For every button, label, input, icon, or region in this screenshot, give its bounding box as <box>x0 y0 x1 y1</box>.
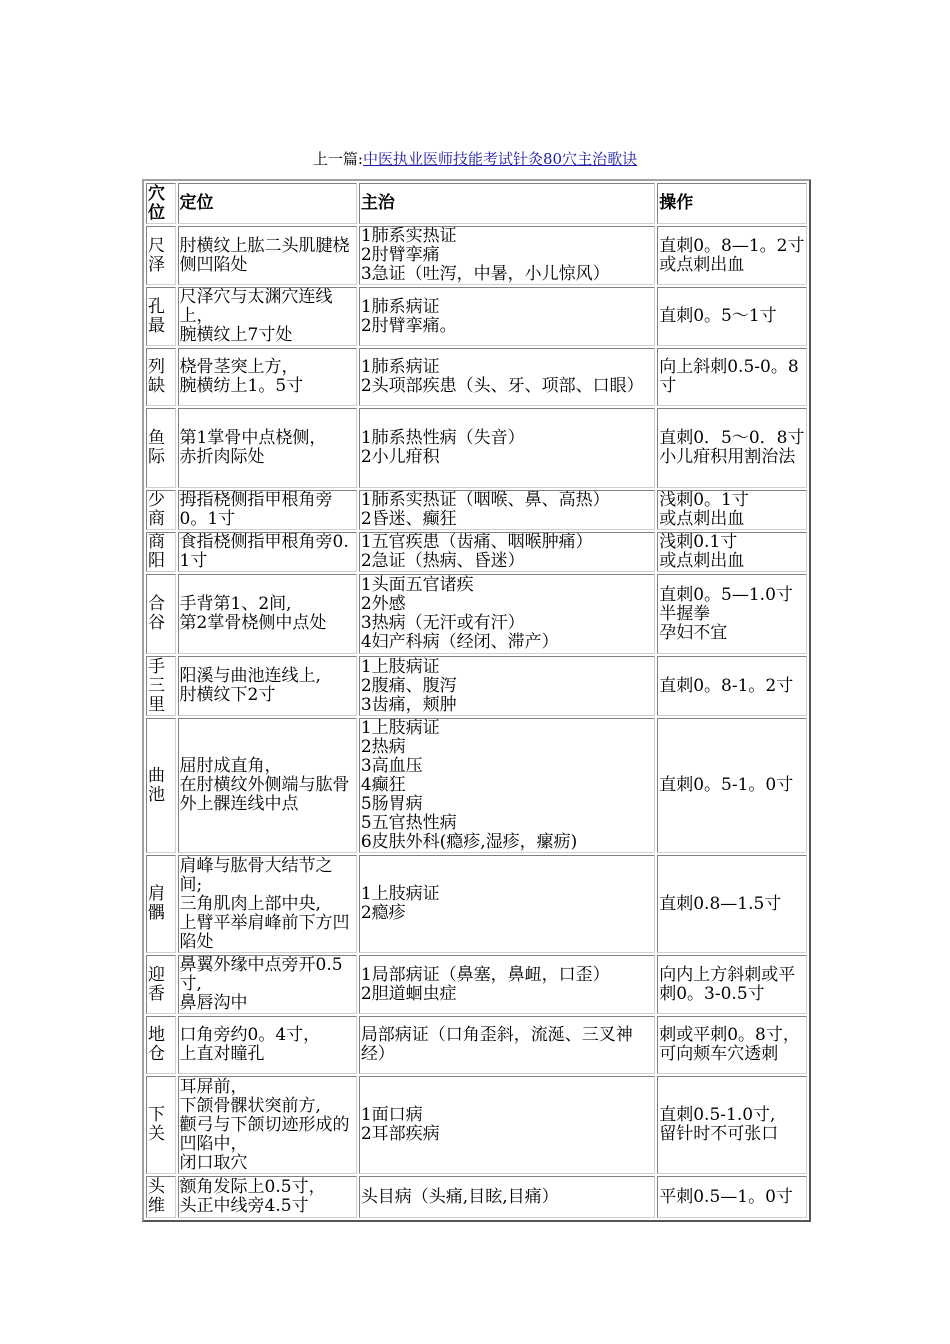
indications-line: 2腹痛、腹泻 <box>360 675 457 696</box>
operation-line: 直刺0.8—1.5寸 <box>659 893 782 914</box>
indications-line: 1面口病 <box>360 1105 423 1125</box>
table-row <box>146 1076 807 1174</box>
indications-line: 1上肢病证 <box>360 656 440 677</box>
location-line: 腕横纹上7寸处 <box>179 325 293 345</box>
location-line: 三角肌肉上部中央, <box>179 893 321 914</box>
operation-cell <box>657 1076 807 1174</box>
point-cell: 地仓 <box>146 1016 176 1074</box>
indications-line: 1局部病证（鼻塞，鼻衄，口歪） <box>360 964 610 985</box>
previous-label: 上一篇: <box>312 150 363 168</box>
header-point: 穴位 <box>146 183 176 224</box>
operation-cell <box>657 408 807 488</box>
operation-cell <box>657 656 807 716</box>
operation-cell <box>657 287 807 346</box>
location-line: 食指桡侧指甲根角旁0.1寸 <box>179 532 349 571</box>
acupoint-table-frame <box>142 179 811 1222</box>
location-line: 第1掌骨中点桡侧， <box>179 428 327 448</box>
table-body <box>146 226 807 1218</box>
location-line: 拇指桡侧指甲根角旁0。1寸 <box>179 490 333 529</box>
indications-cell <box>359 656 655 716</box>
table-row <box>146 718 807 853</box>
location-cell <box>178 287 357 346</box>
indications-line: 1肺系热性病（失音） <box>360 428 525 448</box>
point-cell: 合谷 <box>146 574 176 654</box>
indications-line: 局部病证（口角歪斜，流涎、三叉神经） <box>360 1025 633 1064</box>
indications-line: 1肺系病证 <box>360 296 440 317</box>
indications-cell <box>359 1016 655 1074</box>
indications-line: 2肘臂挛痛。 <box>360 315 457 336</box>
operation-line: 直刺0。8—1。2寸 <box>659 235 805 256</box>
operation-line: 直刺0。5～1寸 <box>659 306 777 326</box>
indications-line: 4癫狂 <box>360 775 406 795</box>
previous-article <box>0 150 950 168</box>
indications-line: 6皮肤外科(瘾疹,湿疹，瘰疬) <box>360 832 578 852</box>
table-row <box>146 1176 807 1218</box>
table-row <box>146 348 807 406</box>
location-line: 额角发际上0.5寸， <box>179 1177 326 1197</box>
indications-line: 2瘾疹 <box>360 903 406 923</box>
indications-line: 1上肢病证 <box>360 718 440 738</box>
location-line: 上直对瞳孔 <box>179 1044 265 1064</box>
location-cell <box>178 656 357 716</box>
location-cell <box>178 718 357 853</box>
indications-cell <box>359 955 655 1014</box>
location-line: 尺泽穴与太渊穴连线上， <box>179 287 333 326</box>
indications-cell <box>359 226 655 285</box>
location-line: 口角旁约0。4寸， <box>179 1025 321 1045</box>
point-cell: 迎香 <box>146 955 176 1014</box>
indications-line: 3高血压 <box>360 756 423 776</box>
operation-cell <box>657 855 807 953</box>
header-indications: 主治 <box>359 183 655 224</box>
location-line: 肘横纹下2寸 <box>179 685 276 705</box>
header-operation: 操作 <box>657 183 807 224</box>
indications-line: 4妇产科病（经闭、滞产） <box>360 632 559 652</box>
indications-line: 2小儿疳积 <box>360 447 440 467</box>
operation-line: 直刺0。5-1。0寸 <box>659 775 794 795</box>
operation-cell <box>657 226 807 285</box>
indications-cell <box>359 287 655 346</box>
location-cell <box>178 1016 357 1074</box>
operation-line: 直刺0。5—1.0寸 <box>659 584 793 605</box>
indications-line: 1头面五官诸疾 <box>360 575 474 595</box>
point-cell: 下关 <box>146 1076 176 1174</box>
location-cell <box>178 1176 357 1218</box>
operation-line: 可向颊车穴透刺 <box>659 1044 779 1064</box>
table-row <box>146 532 807 572</box>
indications-cell <box>359 1176 655 1218</box>
indications-line: 1五官疾患（齿痛、咽喉肿痛） <box>360 532 593 552</box>
indications-line: 3急证（吐泻，中暑，小儿惊风） <box>360 264 610 284</box>
acupoint-table <box>144 181 809 1220</box>
indications-line: 2热病 <box>360 737 406 757</box>
indications-line: 2耳部疾病 <box>360 1124 440 1144</box>
point-cell: 列缺 <box>146 348 176 406</box>
location-cell <box>178 490 357 530</box>
location-cell <box>178 855 357 953</box>
indications-line: 1肺系病证 <box>360 357 440 377</box>
location-cell <box>178 574 357 654</box>
indications-cell <box>359 574 655 654</box>
location-line: 腕横纺上1。5寸 <box>179 376 304 396</box>
operation-line: 直刺0.5-1.0寸, <box>659 1105 776 1125</box>
point-cell: 孔最 <box>146 287 176 346</box>
indications-line: 头目病（头痛,目眩,目痛） <box>360 1186 559 1207</box>
operation-line: 或点刺出血 <box>659 254 745 275</box>
operation-line: 或点刺出血 <box>659 551 745 571</box>
operation-cell <box>657 718 807 853</box>
operation-line: 小儿疳积用割治法 <box>659 447 796 467</box>
indications-line: 2昏迷、癫狂 <box>360 509 457 529</box>
operation-cell <box>657 574 807 654</box>
location-line: 赤折肉际处 <box>179 447 265 467</box>
indications-line: 1肺系实热证 <box>360 226 457 246</box>
table-row <box>146 490 807 530</box>
indications-line: 2肘臂挛痛 <box>360 245 440 265</box>
operation-cell <box>657 348 807 406</box>
location-cell <box>178 226 357 285</box>
indications-cell <box>359 532 655 572</box>
location-line: 鼻翼外缘中点旁开0.5寸, <box>179 955 343 994</box>
table-row <box>146 574 807 654</box>
indications-cell <box>359 348 655 406</box>
location-line: 桡骨茎突上方， <box>179 357 299 377</box>
indications-line: 5五官热性病 <box>360 813 457 833</box>
indications-line: 3热病（无汗或有汗） <box>360 613 525 633</box>
operation-line: 平刺0.5—1。0寸 <box>659 1186 793 1207</box>
table-header-row <box>146 183 807 224</box>
operation-line: 浅刺0.1寸 <box>659 532 738 552</box>
indications-line: 5肠胃病 <box>360 794 423 814</box>
location-line: 手背第1、2间, <box>179 594 292 614</box>
operation-cell <box>657 1176 807 1218</box>
indications-cell <box>359 408 655 488</box>
previous-article-link[interactable]: 中医执业医师技能考试针灸80穴主治歌诀 <box>362 150 638 168</box>
operation-line: 刺或平刺0。8寸， <box>659 1025 800 1045</box>
location-line: 上臂平举肩峰前下方凹陷处 <box>179 912 350 952</box>
operation-line: 或点刺出血 <box>659 509 745 529</box>
table-row <box>146 1016 807 1074</box>
location-line: 在肘横纹外侧端与肱骨外上髁连线中点 <box>179 775 350 814</box>
indications-line: 2胆道蛔虫症 <box>360 983 457 1004</box>
indications-line: 2头项部疾患（头、牙、项部、口眼） <box>360 376 644 396</box>
indications-line: 3齿痛，颊肿 <box>360 694 457 715</box>
location-cell <box>178 1076 357 1174</box>
header-location: 定位 <box>178 183 357 224</box>
indications-cell <box>359 490 655 530</box>
point-cell: 曲池 <box>146 718 176 853</box>
indications-cell <box>359 855 655 953</box>
location-line: 头正中线旁4.5寸 <box>179 1196 309 1216</box>
point-cell: 商阳 <box>146 532 176 572</box>
location-line: 肘横纹上肱二头肌腱桡侧凹陷处 <box>179 235 350 275</box>
operation-line: 直刺0。8-1。2寸 <box>659 675 794 696</box>
indications-line: 2外感 <box>360 594 406 614</box>
point-cell: 尺泽 <box>146 226 176 285</box>
point-cell: 肩髃 <box>146 855 176 953</box>
location-line: 屈肘成直角， <box>179 756 282 776</box>
operation-line: 留针时不可张口 <box>659 1124 779 1144</box>
table-row <box>146 226 807 285</box>
location-cell <box>178 532 357 572</box>
point-cell: 头维 <box>146 1176 176 1218</box>
table-row <box>146 408 807 488</box>
operation-cell <box>657 490 807 530</box>
operation-line: 向上斜刺0.5-0。8寸 <box>659 357 799 396</box>
location-line: 耳屏前， <box>179 1076 248 1097</box>
indications-cell <box>359 1076 655 1174</box>
point-cell: 鱼际 <box>146 408 176 488</box>
point-cell: 手三里 <box>146 656 176 716</box>
location-line: 肩峰与肱骨大结节之间; <box>179 855 333 895</box>
indications-line: 2急证（热病、昏迷） <box>360 551 525 571</box>
location-cell <box>178 408 357 488</box>
location-line: 第2掌骨桡侧中点处 <box>179 613 327 633</box>
operation-line: 孕妇不宜 <box>659 622 728 643</box>
indications-cell <box>359 718 655 853</box>
operation-cell <box>657 532 807 572</box>
location-cell <box>178 955 357 1014</box>
location-line: 鼻唇沟中 <box>179 993 248 1013</box>
table-row <box>146 855 807 953</box>
operation-line: 浅刺0。1寸 <box>659 490 749 510</box>
operation-cell <box>657 1016 807 1074</box>
operation-line: 半握拳 <box>659 603 711 624</box>
table-row <box>146 955 807 1014</box>
operation-line: 直刺0．5～0．8寸 <box>659 428 805 448</box>
location-cell <box>178 348 357 406</box>
location-line: 颧弓与下颌切迹形成的凹陷中， <box>179 1114 350 1154</box>
location-line: 下颌骨髁状突前方, <box>179 1095 321 1116</box>
operation-line: 向内上方斜刺或平刺0。3-0.5寸 <box>659 964 796 1004</box>
location-line: 阳溪与曲池连线上, <box>179 666 321 686</box>
table-row <box>146 656 807 716</box>
operation-cell <box>657 955 807 1014</box>
indications-line: 1上肢病证 <box>360 884 440 904</box>
indications-line: 1肺系实热证（咽喉、鼻、高热） <box>360 490 610 510</box>
table-row <box>146 287 807 346</box>
location-line: 闭口取穴 <box>179 1152 248 1173</box>
point-cell: 少商 <box>146 490 176 530</box>
